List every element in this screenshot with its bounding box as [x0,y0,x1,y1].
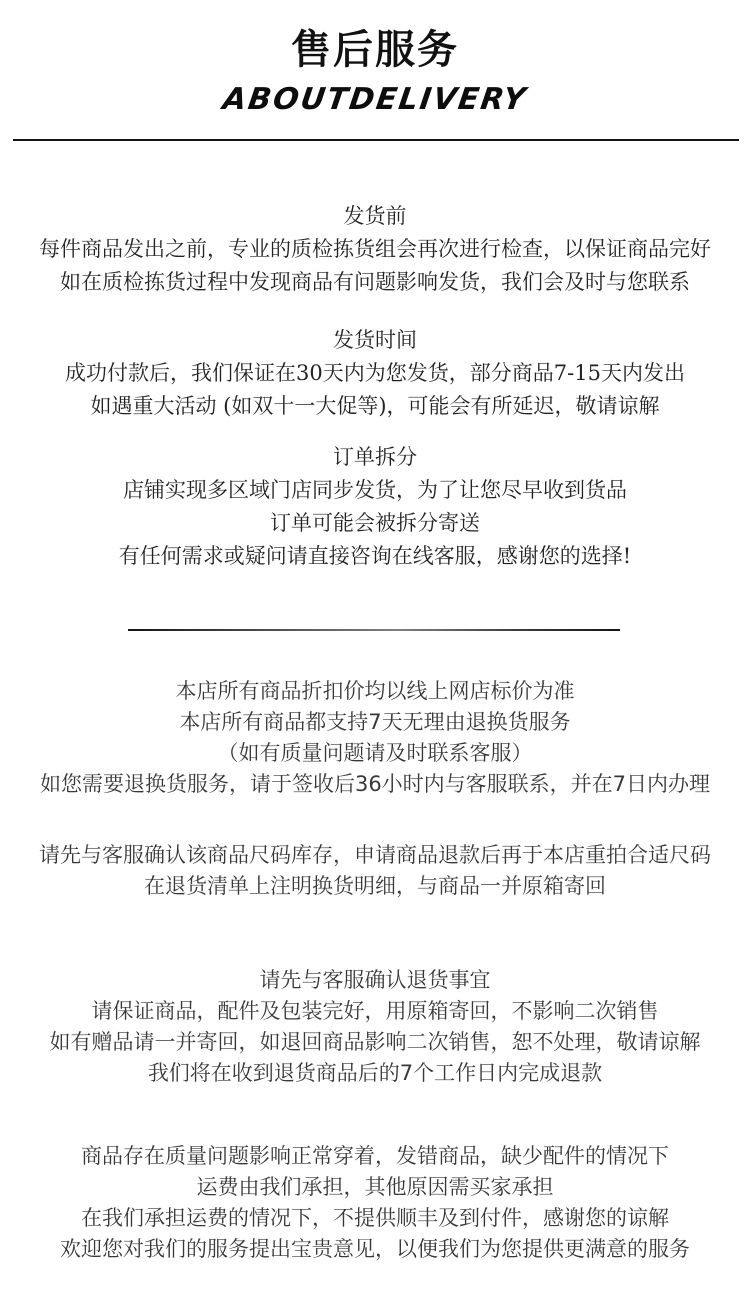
text-line: 有任何需求或疑问请直接咨询在线客服，感谢您的选择! [118,544,632,568]
header-divider [13,139,739,141]
text-line: 店铺实现多区域门店同步发货，为了让您尽早收到货品 [123,478,627,502]
text-line: 如遇重大活动 (如双十一大促等)，可能会有所延迟，敬请谅解 [90,394,660,418]
page-subtitle [0,80,750,120]
text-line: 请保证商品，配件及包装完好，用原箱寄回，不影响二次销售 [91,999,659,1023]
section-shipping-time [0,324,750,423]
text-line: 请先与客服确认该商品尺码库存，申请商品退款后再于本店重拍合适尺码 [39,843,711,867]
text-line: 运费由我们承担，其他原因需买家承担 [196,1175,554,1199]
section-heading: 发货前 [343,204,407,228]
text-line: 欢迎您对我们的服务提出宝贵意见，以便我们为您提供更满意的服务 [60,1237,690,1261]
section-pre-shipment [0,200,750,299]
section-heading: 订单拆分 [333,445,417,469]
text-line: 如有赠品请一并寄回，如退回商品影响二次销售，恕不处理，敬请谅解 [49,1030,701,1054]
section-order-split [0,441,750,573]
text-line: 每件商品发出之前，专业的质检拣货组会再次进行检查，以保证商品完好 [39,237,711,261]
page-subtitle-text: ABOUTDELIVERY [220,82,530,117]
text-line: 本店所有商品折扣价均以线上网店标价为准 [175,679,575,703]
text-line: 如在质检拣货过程中发现商品有问题影响发货，我们会及时与您联系 [60,270,690,294]
text-line: 订单可能会被拆分寄送 [270,511,480,535]
text-line: 成功付款后，我们保证在30天内为您发货，部分商品7-15天内发出 [65,361,685,385]
text-line: 在退货清单上注明换货明细，与商品一并原箱寄回 [144,874,606,898]
text-line: 如您需要退换货服务，请于签收后36小时内与客服联系，并在7日内办理 [39,772,711,796]
text-line: 本店所有商品都支持7天无理由退换货服务 [179,710,571,734]
section-return-policy [0,676,750,800]
section-heading: 发货时间 [333,328,417,352]
text-line: 在我们承担运费的情况下，不提供顺丰及到付件，感谢您的谅解 [81,1206,669,1230]
text-line: 商品存在质量问题影响正常穿着，发错商品，缺少配件的情况下 [81,1144,669,1168]
text-line: （如有质量问题请及时联系客服） [217,741,533,765]
text-line: 我们将在收到退货商品后的7个工作日内完成退款 [147,1061,603,1085]
section-exchange-steps [0,840,750,902]
section-return-steps [0,965,750,1089]
content-divider [128,629,620,631]
section-heading: 请先与客服确认退货事宜 [259,968,491,992]
section-freight-policy [0,1141,750,1265]
page-title: 售后服务 [291,26,459,73]
